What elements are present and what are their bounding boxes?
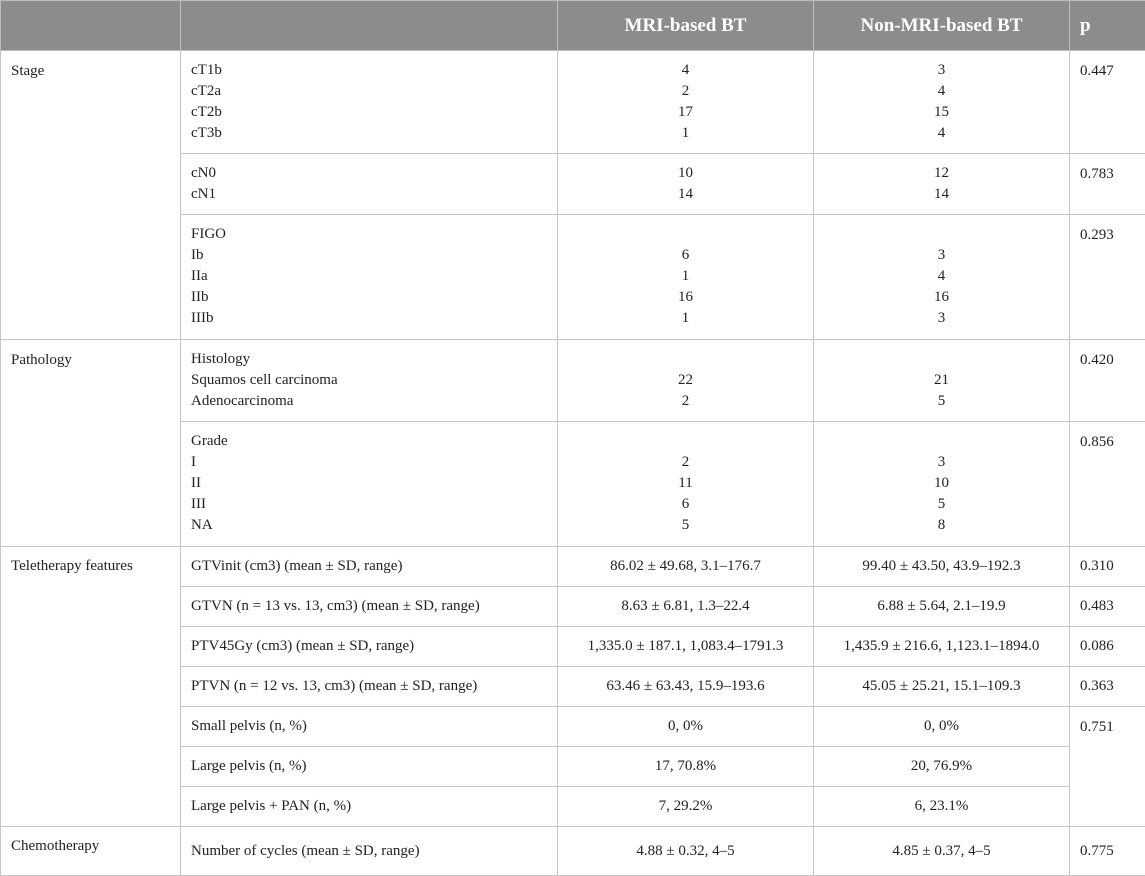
n-stage-mri bbox=[558, 154, 814, 215]
cell-value: 22 bbox=[568, 370, 803, 391]
p-value: 0.447 bbox=[1070, 51, 1145, 154]
cell-value-non-mri: 20, 76.9% bbox=[814, 747, 1070, 787]
histology-labels bbox=[181, 340, 558, 422]
cell-value: 3 bbox=[824, 308, 1059, 329]
cell-value bbox=[824, 224, 1059, 245]
cell-value: 11 bbox=[568, 473, 803, 494]
row-label: Grade bbox=[191, 431, 547, 452]
t-stage-labels bbox=[181, 51, 558, 154]
cell-value-non-mri: 99.40 ± 43.50, 43.9–192.3 bbox=[814, 547, 1070, 587]
row-label: IIIb bbox=[191, 308, 547, 329]
row-label: cN1 bbox=[191, 184, 547, 205]
cell-value-mri: 8.63 ± 6.81, 1.3–22.4 bbox=[558, 587, 814, 627]
cell-value: 3 bbox=[824, 452, 1059, 473]
cell-value-non-mri: 4.85 ± 0.37, 4–5 bbox=[814, 827, 1070, 876]
cell-value: 16 bbox=[824, 287, 1059, 308]
histology-mri bbox=[558, 340, 814, 422]
p-value: 0.856 bbox=[1070, 422, 1145, 547]
t-stage-non-mri bbox=[814, 51, 1070, 154]
cell-value: 4 bbox=[824, 266, 1059, 287]
cell-value: 1 bbox=[568, 266, 803, 287]
row-label: IIb bbox=[191, 287, 547, 308]
n-stage-non-mri bbox=[814, 154, 1070, 215]
section-label-teletherapy: Teletherapy features bbox=[1, 547, 181, 827]
section-label-chemotherapy: Chemotherapy bbox=[1, 827, 181, 876]
cell-value: 8 bbox=[824, 515, 1059, 536]
cell-value bbox=[568, 224, 803, 245]
p-value: 0.783 bbox=[1070, 154, 1145, 215]
cell-value: 2 bbox=[568, 391, 803, 412]
cell-value: 10 bbox=[568, 163, 803, 184]
grade-mri bbox=[558, 422, 814, 547]
p-value: 0.293 bbox=[1070, 215, 1145, 340]
row-label: IIa bbox=[191, 266, 547, 287]
row-label: Squamos cell carcinoma bbox=[191, 370, 547, 391]
cell-value: 5 bbox=[568, 515, 803, 536]
row-label: GTVN (n = 13 vs. 13, cm3) (mean ± SD, range) bbox=[181, 587, 558, 627]
header-mri-based-bt: MRI-based BT bbox=[558, 1, 814, 51]
p-value: 0.775 bbox=[1070, 827, 1145, 876]
cell-value: 16 bbox=[568, 287, 803, 308]
row-label: II bbox=[191, 473, 547, 494]
header-non-mri-based-bt: Non-MRI-based BT bbox=[814, 1, 1070, 51]
cell-value-non-mri: 45.05 ± 25.21, 15.1–109.3 bbox=[814, 667, 1070, 707]
cell-value: 5 bbox=[824, 391, 1059, 412]
n-stage-labels bbox=[181, 154, 558, 215]
p-value: 0.420 bbox=[1070, 340, 1145, 422]
cell-value: 15 bbox=[824, 102, 1059, 123]
p-value: 0.751 bbox=[1070, 707, 1145, 827]
cell-value bbox=[568, 349, 803, 370]
row-label: III bbox=[191, 494, 547, 515]
p-value: 0.483 bbox=[1070, 587, 1145, 627]
p-value: 0.086 bbox=[1070, 627, 1145, 667]
cell-value: 6 bbox=[568, 494, 803, 515]
p-value: 0.310 bbox=[1070, 547, 1145, 587]
header-p-value: p bbox=[1070, 1, 1145, 51]
cell-value: 14 bbox=[568, 184, 803, 205]
row-label: PTV45Gy (cm3) (mean ± SD, range) bbox=[181, 627, 558, 667]
cell-value: 14 bbox=[824, 184, 1059, 205]
cell-value-mri: 1,335.0 ± 187.1, 1,083.4–1791.3 bbox=[558, 627, 814, 667]
cell-value-non-mri: 1,435.9 ± 216.6, 1,123.1–1894.0 bbox=[814, 627, 1070, 667]
row-label: PTVN (n = 12 vs. 13, cm3) (mean ± SD, range) bbox=[181, 667, 558, 707]
cell-value: 5 bbox=[824, 494, 1059, 515]
row-label: NA bbox=[191, 515, 547, 536]
cell-value-mri: 4.88 ± 0.32, 4–5 bbox=[558, 827, 814, 876]
cell-value: 4 bbox=[568, 60, 803, 81]
row-label: cN0 bbox=[191, 163, 547, 184]
row-label: Large pelvis + PAN (n, %) bbox=[181, 787, 558, 827]
row-label: GTVinit (cm3) (mean ± SD, range) bbox=[181, 547, 558, 587]
row-label: Histology bbox=[191, 349, 547, 370]
cell-value: 6 bbox=[568, 245, 803, 266]
grade-labels bbox=[181, 422, 558, 547]
row-label: cT1b bbox=[191, 60, 547, 81]
cell-value: 10 bbox=[824, 473, 1059, 494]
cell-value: 3 bbox=[824, 245, 1059, 266]
header-row bbox=[1, 1, 1145, 51]
cell-value bbox=[824, 349, 1059, 370]
cell-value: 21 bbox=[824, 370, 1059, 391]
t-stage-mri bbox=[558, 51, 814, 154]
cell-value: 4 bbox=[824, 81, 1059, 102]
row-label: cT2a bbox=[191, 81, 547, 102]
cell-value: 3 bbox=[824, 60, 1059, 81]
row-label: cT2b bbox=[191, 102, 547, 123]
row-label: FIGO bbox=[191, 224, 547, 245]
table-row bbox=[1, 340, 1145, 422]
row-label: Number of cycles (mean ± SD, range) bbox=[181, 827, 558, 876]
cell-value bbox=[568, 431, 803, 452]
section-label-pathology: Pathology bbox=[1, 340, 181, 547]
cell-value-non-mri: 6.88 ± 5.64, 2.1–19.9 bbox=[814, 587, 1070, 627]
cell-value-mri: 17, 70.8% bbox=[558, 747, 814, 787]
cell-value-mri: 7, 29.2% bbox=[558, 787, 814, 827]
figo-labels bbox=[181, 215, 558, 340]
cell-value: 1 bbox=[568, 308, 803, 329]
grade-non-mri bbox=[814, 422, 1070, 547]
header-variable bbox=[181, 1, 558, 51]
cell-value-mri: 86.02 ± 49.68, 3.1–176.7 bbox=[558, 547, 814, 587]
table-row bbox=[1, 51, 1145, 154]
row-label: Large pelvis (n, %) bbox=[181, 747, 558, 787]
cell-value-mri: 0, 0% bbox=[558, 707, 814, 747]
figo-mri bbox=[558, 215, 814, 340]
p-value: 0.363 bbox=[1070, 667, 1145, 707]
cell-value-mri: 63.46 ± 63.43, 15.9–193.6 bbox=[558, 667, 814, 707]
section-label-stage: Stage bbox=[1, 51, 181, 340]
table-row bbox=[1, 547, 1145, 587]
cell-value: 17 bbox=[568, 102, 803, 123]
cell-value: 1 bbox=[568, 123, 803, 144]
histology-non-mri bbox=[814, 340, 1070, 422]
figo-non-mri bbox=[814, 215, 1070, 340]
table-row bbox=[1, 827, 1145, 876]
cell-value: 2 bbox=[568, 452, 803, 473]
row-label: cT3b bbox=[191, 123, 547, 144]
row-label: Small pelvis (n, %) bbox=[181, 707, 558, 747]
cell-value bbox=[824, 431, 1059, 452]
row-label: Adenocarcinoma bbox=[191, 391, 547, 412]
cell-value: 2 bbox=[568, 81, 803, 102]
cell-value: 4 bbox=[824, 123, 1059, 144]
row-label: I bbox=[191, 452, 547, 473]
row-label: Ib bbox=[191, 245, 547, 266]
cell-value-non-mri: 6, 23.1% bbox=[814, 787, 1070, 827]
cell-value: 12 bbox=[824, 163, 1059, 184]
cell-value-non-mri: 0, 0% bbox=[814, 707, 1070, 747]
header-category bbox=[1, 1, 181, 51]
